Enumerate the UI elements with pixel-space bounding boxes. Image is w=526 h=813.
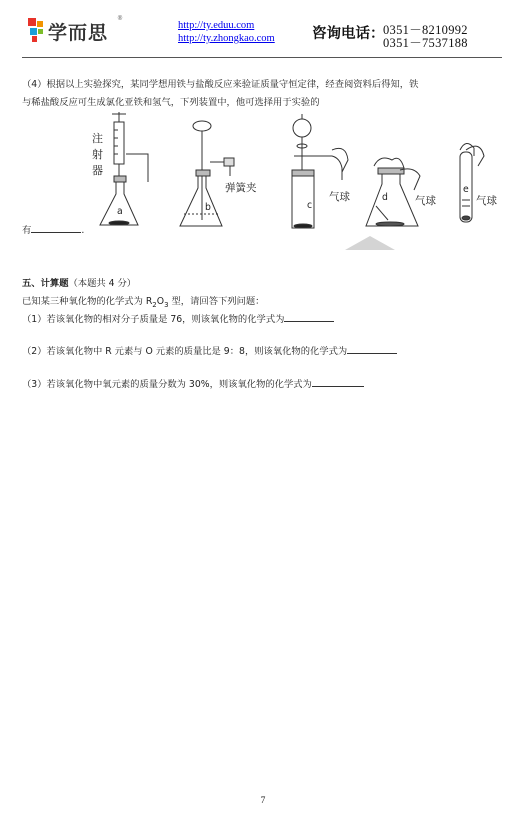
question-3 <box>22 376 364 390</box>
q4-line-1: （4）根据以上实验探究，某同学想用铁与盐酸反应来验证质量守恒定律，经查阅资料后得知，铁 <box>22 79 419 90</box>
q4-answer-prefix: 有 <box>22 225 32 236</box>
apparatus-d <box>366 158 420 226</box>
hotline-label: 咨询电话： <box>312 26 385 42</box>
flask-letter-b: b <box>205 202 211 213</box>
syringe-label-1: 注 <box>92 132 103 145</box>
flask-letter-d: d <box>382 192 388 203</box>
section5-title: 五、计算题 <box>22 278 69 289</box>
balloon-label-c: 气球 <box>329 191 350 203</box>
header-divider <box>22 57 502 58</box>
section5-heading <box>22 275 136 289</box>
balloon-label-e: 气球 <box>476 195 497 207</box>
question-3-blank[interactable] <box>312 377 364 387</box>
flask-a <box>100 182 138 225</box>
hotline-phone-2: 0351－7537188 <box>383 36 468 50</box>
apparatus-a <box>100 112 148 225</box>
q4-line-2: 与稀盐酸反应可生成氯化亚铁和氢气，下列装置中，他可选择用于实验的 <box>22 97 320 108</box>
flask-letter-e: e <box>463 184 469 195</box>
hotline-phone-1: 0351－8210992 <box>383 23 468 37</box>
question-1-text: （1）若该氧化物的相对分子质量是 76，则该氧化物的化学式为 <box>22 314 285 325</box>
question-3-text: （3）若该氧化物中氧元素的质量分数为 30%，则该氧化物的化学式为 <box>22 379 312 390</box>
q4-answer-suffix: . <box>81 225 85 236</box>
intro-subscript-1: 2 <box>152 300 157 309</box>
intro-subscript-2: 3 <box>164 300 169 309</box>
watermark-mark <box>345 236 395 250</box>
flask-letter-c: c <box>307 200 313 211</box>
question-1 <box>22 311 334 325</box>
intro-text-b: O <box>156 296 165 307</box>
syringe-label-2: 射 <box>92 148 103 161</box>
logo-text: 学而思 <box>48 22 109 44</box>
clamp-label: 弹簧夹 <box>225 182 257 194</box>
section5-note: （本题共 4 分） <box>68 278 137 289</box>
link-zhongkao[interactable]: http://ty.zhongkao.com <box>178 33 275 44</box>
balloon-label-d: 气球 <box>415 195 436 207</box>
flask-letter-a: a <box>117 206 123 217</box>
syringe-barrel <box>114 122 124 164</box>
section5-intro <box>22 293 264 309</box>
apparatus-figure <box>70 110 515 260</box>
question-2-blank[interactable] <box>347 344 397 354</box>
flask-d <box>366 174 418 226</box>
syringe-label-3: 器 <box>92 164 103 177</box>
intro-text-c: 型，请回答下列问题： <box>168 296 265 307</box>
link-eduu[interactable]: http://ty.eduu.com <box>178 20 255 31</box>
intro-text-a: 已知某三种氧化物的化学式为 R <box>22 296 153 307</box>
page-number: 7 <box>260 796 266 806</box>
question-2-text: （2）若该氧化物中 R 元素与 O 元素的质量比是 9：8，则该氧化物的化学式为 <box>22 346 348 357</box>
apparatus-e <box>460 143 484 222</box>
logo-mark-icon <box>26 16 48 44</box>
apparatus-c <box>292 114 348 228</box>
logo-registered-mark: ® <box>117 15 123 22</box>
flask-b <box>180 176 222 226</box>
question-2 <box>22 343 397 357</box>
question-1-blank[interactable] <box>284 312 334 322</box>
